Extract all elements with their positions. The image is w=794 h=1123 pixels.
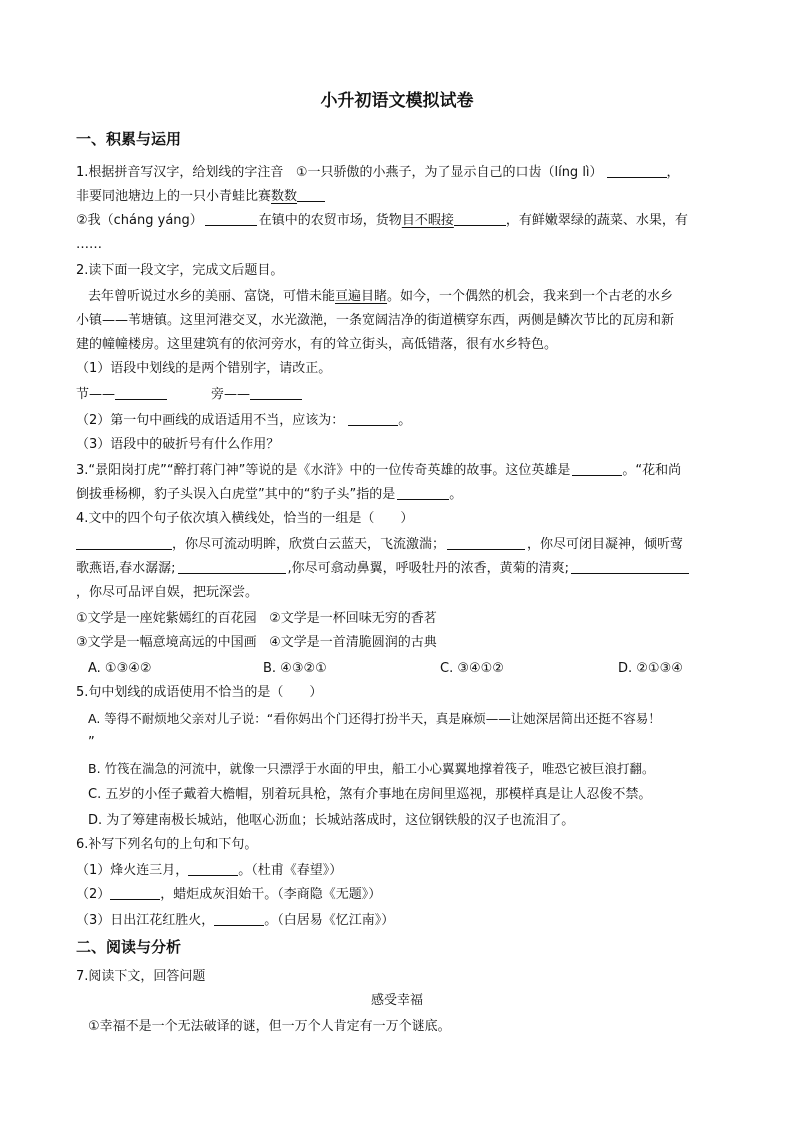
question-1-line-4: …… — [76, 237, 102, 252]
question-1-line-2: 非要同池塘边上的一只小青蛙比赛数数 — [76, 186, 325, 208]
question-4-prompt: 4.文中的四个句子依次填入横线处，恰当的一组是（ ） — [76, 511, 414, 526]
question-3-line-1: 3.“景阳岗打虎”“醉打蒋门神”等说的是《水浒》中的一位传奇英雄的故事。这位英雄是 。“花和尚 — [76, 460, 681, 482]
answer-blank[interactable] — [397, 484, 449, 500]
question-1-line-3: ②我（cháng yáng） 在镇中的农贸市场，货物目不暇接 ，有鲜嫩翠绿的蔬菜、水果，有 — [76, 210, 688, 232]
question-6-sub-2: （2） ，蜡炬成灰泪始干。（李商隐《无题》） — [76, 884, 381, 906]
choice-d[interactable]: D. ②①③④ — [618, 661, 683, 676]
passage-line-3: 建的幢幢楼房。这里建筑有的依河旁水，有的耸立街头，高低错落，很有水乡特色。 — [76, 337, 558, 352]
answer-blank[interactable] — [297, 186, 325, 202]
answer-blank[interactable] — [447, 534, 525, 550]
question-4-line-3: ，你尽可品评自娱，把玩深尝。 — [76, 585, 259, 600]
question-1-line-1: 1.根据拼音写汉字，给划线的字注音 ①一只骄傲的小燕子，为了显示自己的口齿（líng lì） ， — [76, 162, 680, 184]
section-heading-1: 一、积累与运用 — [76, 130, 182, 148]
question-2-sub-1-answers: 节—— 旁—— — [76, 384, 302, 406]
question-3-line-2: 倒拔垂杨柳，豹子头误入白虎堂”其中的“豹子头”指的是 。 — [76, 484, 462, 506]
question-2-sub-1: （1）语段中划线的是两个错别字，请改正。 — [76, 361, 332, 376]
question-5-prompt: 5.句中划线的成语使用不恰当的是（ ） — [76, 685, 323, 700]
option-4: ④文学是一首清脆圆润的古典 — [269, 635, 437, 650]
question-4-line-1: ，你尽可流动明眸，欣赏白云蓝天，飞流激湍； ，你尽可闭目凝神，倾听莺 — [76, 534, 683, 556]
answer-blank[interactable] — [188, 860, 238, 876]
answer-blank[interactable] — [76, 534, 172, 550]
answer-blank[interactable] — [572, 460, 622, 476]
choice-c[interactable]: C. ③④①② — [440, 661, 504, 676]
page-title: 小升初语文模拟试卷 — [320, 91, 474, 111]
question-2-sub-2: （2）第一句中画线的成语适用不当，应该为： 。 — [76, 410, 411, 432]
passage-line-1: 去年曾听说过水乡的美丽、富饶，可惜未能亘遍目睹。如今，一个偶然的机会，我来到一个古老的水乡 — [88, 289, 674, 304]
option-2: ②文学是一杯回味无穷的香茗 — [269, 611, 437, 626]
answer-blank[interactable] — [178, 558, 286, 574]
question-4-options-row-2 — [76, 632, 437, 654]
option-3: ③文学是一幅意境高远的中国画 — [76, 635, 257, 650]
answer-blank[interactable] — [454, 210, 506, 226]
question-5-choice-a[interactable]: A. 等得不耐烦地父亲对儿子说：“看你妈出个门还得打扮半天，真是麻烦——让她深居简出还挺不容易！ — [88, 711, 661, 726]
question-4-line-2: 歌燕语,春水潺潺; ,你尽可翕动鼻翼，呼吸牡丹的浓香，黄菊的清爽; — [76, 558, 689, 580]
section-heading-2: 二、阅读与分析 — [76, 938, 182, 956]
answer-blank[interactable] — [607, 162, 667, 178]
answer-blank[interactable] — [110, 884, 160, 900]
answer-blank[interactable] — [571, 558, 689, 574]
question-2-sub-3: （3）语段中的破折号有什么作用？ — [76, 437, 280, 452]
answer-blank[interactable] — [115, 384, 167, 400]
answer-blank[interactable] — [214, 910, 264, 926]
question-5-choice-b[interactable]: B. 竹筏在湍急的河流中，就像一只漂浮于水面的甲虫，船工小心翼翼地撑着筏子，唯恐它被巨浪打翻。 — [88, 761, 655, 776]
question-1-item-1: ①一只骄傲的小燕子，为了显示自己的口齿（líng lì） — [295, 165, 603, 180]
question-5-choice-c[interactable]: C. 五岁的小侄子戴着大檐帽，别着玩具枪，煞有介事地在房间里巡视，那模样真是让人忍俊不禁。 — [88, 787, 652, 802]
answer-blank[interactable] — [205, 210, 257, 226]
question-6-prompt: 6.补写下列名句的上句和下句。 — [76, 837, 258, 852]
passage-title: 感受幸福 — [370, 993, 423, 1008]
question-4-options-row-1 — [76, 608, 437, 630]
choice-a[interactable]: A. ①③④② — [88, 661, 152, 676]
choice-b[interactable]: B. ④③②① — [263, 661, 327, 676]
underlined-phrase: 亘遍目睹 — [335, 289, 388, 304]
passage-paragraph-1: ①幸福不是一个无法破译的谜，但一万个人肯定有一万个谜底。 — [88, 1019, 451, 1034]
underlined-word: 目不暇接 — [401, 213, 454, 228]
answer-blank[interactable] — [348, 410, 398, 426]
question-6-sub-1: （1）烽火连三月， 。（杜甫《春望》） — [76, 860, 342, 882]
passage-line-2: 小镇——苇塘镇。这里河港交叉，水光潋滟，一条宽阔洁净的街道横穿东西，两侧是鳞次节比的瓦房和新 — [76, 313, 675, 328]
underlined-word: 数数 — [271, 189, 298, 204]
question-6-sub-3: （3）日出江花红胜火， 。（白居易《忆江南》） — [76, 910, 394, 932]
question-2-prompt: 2.读下面一段文字，完成文后题目。 — [76, 263, 284, 278]
question-1-prompt: 1.根据拼音写汉字，给划线的字注音 — [76, 165, 284, 180]
answer-blank[interactable] — [250, 384, 302, 400]
option-1: ①文学是一座姹紫嫣红的百花园 — [76, 611, 257, 626]
question-5-choice-d[interactable]: D. 为了筹建南极长城站，他呕心沥血；长城站落成时，这位钢铁般的汉子也流泪了。 — [88, 813, 575, 828]
question-1-item-2: ②我（cháng yáng） — [76, 213, 203, 228]
question-7-prompt: 7.阅读下文，回答问题 — [76, 969, 206, 984]
question-5-choice-a-cont: ” — [88, 735, 95, 750]
